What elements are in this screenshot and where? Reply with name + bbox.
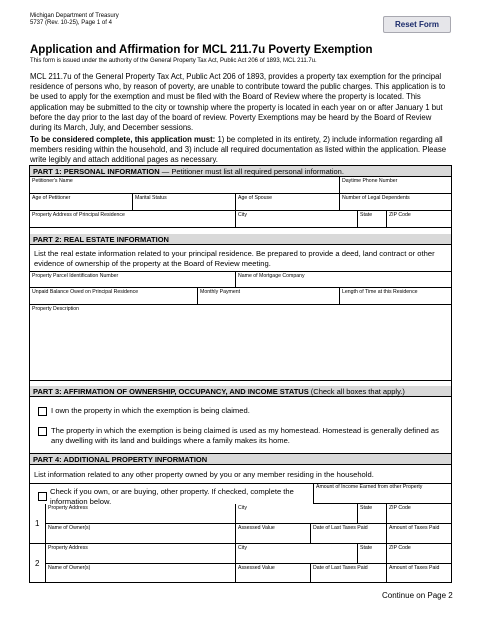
other-owners-field[interactable]: Name of Owner(s) — [46, 564, 236, 583]
reset-form-button[interactable]: Reset Form — [383, 16, 451, 33]
other-date-paid-field[interactable]: Date of Last Taxes Paid — [311, 524, 387, 544]
parcel-id-field[interactable]: Property Parcel Identification Number — [30, 271, 236, 288]
other-property-checkbox[interactable] — [38, 492, 47, 501]
part1-note: — Petitioner must list all required personal information. — [159, 167, 344, 176]
residence-length-field[interactable]: Length of Time at this Residence — [340, 288, 451, 305]
row-number: 1 — [35, 519, 40, 528]
other-address-field[interactable]: Property Address — [46, 504, 236, 524]
other-address-field[interactable]: Property Address — [46, 544, 236, 564]
part4-heading: PART 4: ADDITIONAL PROPERTY INFORMATION — [30, 453, 451, 465]
completion-text: 1) be completed in its entirety, 2) include information regarding all members residing within the household, and 3) include all required documentation as listed within the application. Please write legibly and attach additional pages as necessary. — [30, 135, 447, 165]
own-property-label: I own the property in which the exemption is being claimed. — [51, 406, 250, 415]
intro-paragraph: MCL 211.7u of the General Property Tax Act, Public Act 206 of 1893, provides a property tax exemption for the principal residence of persons who, by reason of poverty, are unable to contribute toward the public charges. This application is to be used to apply for the exemption and must be filed with the Board of Review where the property is located. This application may be submitted to the city or township where the property is located in each year on or after January 1 but before the day prior to the last day of the board of review. Poverty Exemptions may be heard by the Board of Review during its March, July, and December sessions. — [30, 72, 446, 133]
mortgage-company-field[interactable]: Name of Mortgage Company — [236, 271, 451, 288]
other-assessed-field[interactable]: Assessed Value — [236, 564, 311, 583]
page-title: Application and Affirmation for MCL 211.7u Poverty Exemption — [30, 44, 373, 56]
part3-heading — [30, 386, 451, 397]
daytime-phone-field[interactable]: Daytime Phone Number — [340, 177, 451, 194]
application-form — [29, 165, 452, 583]
other-taxes-paid-field[interactable]: Amount of Taxes Paid — [389, 565, 440, 571]
dependents-field[interactable]: Number of Legal Dependents — [340, 194, 451, 211]
marital-status-field[interactable]: Marital Status — [133, 194, 236, 211]
other-state-field[interactable]: State — [358, 504, 387, 524]
part4-instructions: List information related to any other property owned by you or any member residing in the household. — [34, 470, 374, 479]
other-property-label: Check if you own, or are buying, other property. If checked, complete the information below. — [50, 487, 294, 506]
page-subtitle: This form is issued under the authority of the General Property Tax Act, Public Act 206 of 1893, MCL 211.7u. — [30, 58, 317, 64]
state-field[interactable]: State — [358, 211, 387, 228]
part3-title: PART 3: AFFIRMATION OF OWNERSHIP, OCCUPANCY, AND INCOME STATUS — [33, 387, 309, 396]
other-taxes-paid-field[interactable]: Amount of Taxes Paid — [387, 524, 451, 544]
monthly-payment-field[interactable]: Monthly Payment — [198, 288, 340, 305]
other-city-field[interactable]: City — [236, 504, 358, 524]
part3-note: (Check all boxes that apply.) — [308, 387, 405, 396]
row-number: 2 — [35, 559, 40, 568]
completion-requirements — [30, 135, 452, 166]
completion-lead: To be considered complete, this application must: — [30, 135, 216, 144]
property-description-field[interactable]: Property Description — [30, 305, 451, 381]
other-city-field[interactable]: City — [236, 544, 358, 564]
part1-heading — [30, 166, 451, 177]
part2-heading: PART 2: REAL ESTATE INFORMATION — [30, 234, 451, 245]
agency-header — [30, 13, 119, 27]
spouse-age-field[interactable]: Age of Spouse — [236, 194, 340, 211]
other-date-paid-field[interactable]: Date of Last Taxes Paid — [311, 564, 387, 583]
other-state-field[interactable]: State — [358, 544, 387, 564]
continue-note: Continue on Page 2 — [382, 591, 453, 600]
other-zip-field[interactable]: ZIP Code — [387, 504, 451, 524]
other-zip-field[interactable]: ZIP Code — [387, 544, 451, 564]
other-income-field[interactable]: Amount of Income Earned from other Property — [313, 483, 451, 504]
petitioner-name-field[interactable]: Petitioner's Name — [30, 177, 340, 194]
other-assessed-field[interactable]: Assessed Value — [236, 524, 311, 544]
part2-instructions: List the real estate information related to your principal residence. Be prepared to provide a deed, land contract or other evidence of ownership of the property at the Board of Review meeting. — [34, 249, 435, 268]
city-field[interactable]: City — [236, 211, 358, 228]
other-owners-field[interactable]: Name of Owner(s) — [46, 524, 236, 544]
own-property-checkbox[interactable] — [38, 407, 47, 416]
homestead-checkbox[interactable] — [38, 427, 47, 436]
property-address-field[interactable]: Property Address of Principal Residence — [30, 211, 236, 228]
petitioner-age-field[interactable]: Age of Petitioner — [30, 194, 133, 211]
unpaid-balance-field[interactable]: Unpaid Balance Owed on Principal Residence — [30, 288, 198, 305]
agency-name: Michigan Department of Treasury — [30, 13, 119, 19]
homestead-label: The property in which the exemption is being claimed is used as my homestead. Homestead is generally defined as any dwelling with its land and buildings where a family makes its home. — [51, 426, 439, 445]
zip-field[interactable]: ZIP Code — [387, 211, 451, 228]
form-number: 5737 (Rev. 10-25), Page 1 of 4 — [30, 20, 112, 26]
part1-title: PART 1: PERSONAL INFORMATION — [33, 167, 160, 176]
